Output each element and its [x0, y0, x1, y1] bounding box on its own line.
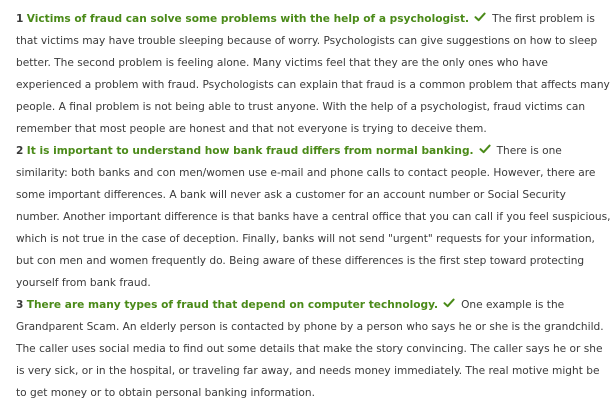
answer-item-1 — [16, 8, 612, 140]
item-body-text: One example is the Grandparent Scam. An elderly person is contacted by phone by a person who says he or she is the grandchild. The caller uses social media to find out some details that make the story convincing. The caller says he or she is very sick, or in the hospital, or traveling far away, and needs money immediately. The real motive might be to get money or to obtain personal banking information. — [16, 299, 604, 399]
answer-item-2 — [16, 140, 612, 294]
item-number: 2 — [16, 145, 24, 157]
answer-list — [16, 8, 612, 404]
item-heading: There are many types of fraud that depend on computer technology. — [26, 299, 439, 311]
item-body-text: There is one similarity: both banks and con men/women use e-mail and phone calls to contact people. However, there are some important differences. A bank will never ask a customer for an account number or Social Security number. Another important difference is that banks have a central office that you can call if you feel suspicious, which is not true in the case of deception. Finally, banks will not send "urgent" requests for your information, but con men and women frequently do. Being aware of these differences is the first step toward protecting yourself from bank fraud. — [16, 145, 611, 289]
item-number: 3 — [16, 299, 24, 311]
item-heading: Victims of fraud can solve some problems with the help of a psychologist. — [26, 13, 470, 25]
item-number: 1 — [16, 13, 24, 25]
item-body-text: The first problem is that victims may have trouble sleeping because of worry. Psychologists can give suggestions on how to sleep better. The second problem is feeling alone. Many victims feel that they are the only ones who have experienced a problem with fraud. Psychologists can explain that fraud is a common problem that affects many people. A final problem is not being able to trust anyone. With the help of a psychologist, fraud victims can remember that most people are honest and that not everyone is trying to deceive them. — [16, 13, 610, 135]
checkmark-icon — [479, 143, 491, 155]
checkmark-icon — [443, 297, 455, 309]
answer-item-3 — [16, 294, 612, 404]
item-heading: It is important to understand how bank fraud differs from normal banking. — [26, 145, 474, 157]
checkmark-icon — [474, 11, 486, 23]
